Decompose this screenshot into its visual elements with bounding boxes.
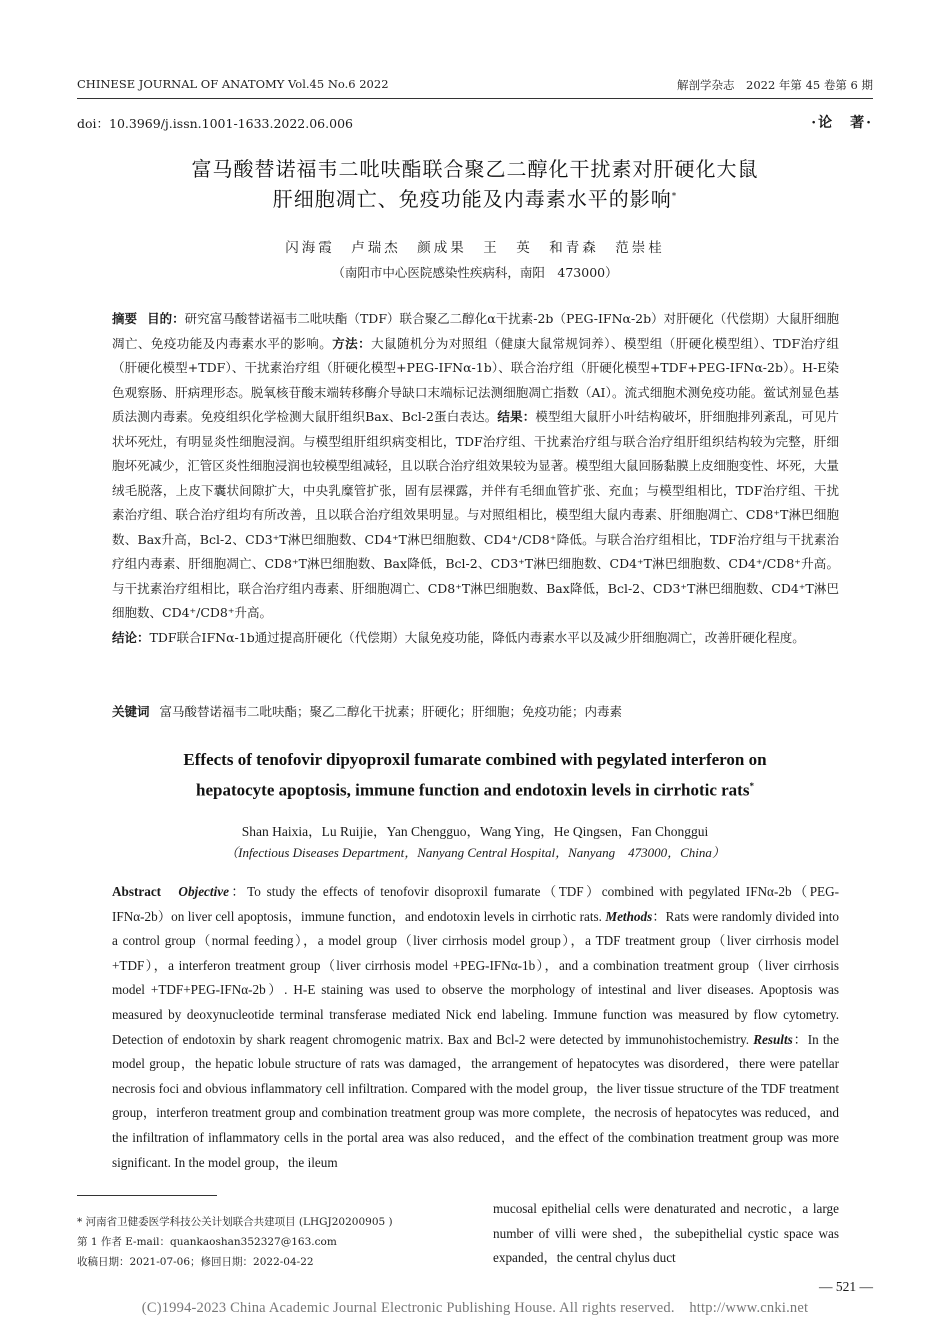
abstract-en-label: Abstract: [112, 884, 162, 899]
keywords-cn-text: 富马酸替诺福韦二吡呋酯；聚乙二醇化干扰素；肝硬化；肝细胞；免疫功能；内毒素: [159, 704, 623, 719]
objective-cn: 研究富马酸替诺福韦二吡呋酯（TDF）联合聚乙二醇化α干扰素-2b（PEG-IFNα-2b）对肝硬化（代偿期）大鼠肝细胞凋亡、免疫功能及内毒素水平的影响。: [112, 311, 839, 351]
title-footnote-mark: *: [671, 191, 678, 202]
methods-label-cn: 方法：: [332, 335, 372, 351]
title-cn-line1: 富马酸替诺福韦二吡呋酯联合聚乙二醇化干扰素对肝硬化大鼠: [191, 157, 759, 181]
section-label: ·论 著·: [811, 115, 873, 131]
abstract-en: [112, 880, 839, 1175]
authors-en: Shan Haixia，Lu Ruijie，Yan Chengguo，Wang Ying，He Qingsen，Fan Chonggui: [241, 824, 709, 839]
footnote-dates: 收稿日期：2021-07-06；修回日期：2022-04-22: [77, 1256, 314, 1268]
affiliation-en: （Infectious Diseases Department，Nanyang Central Hospital，Nanyang 473000，China）: [225, 845, 725, 860]
title-cn-line2: 肝细胞凋亡、免疫功能及内毒素水平的影响*: [272, 187, 678, 211]
authors-cn: 闪海霞 卢瑞杰 颜成果 王 英 和青森 范崇桂: [285, 240, 665, 256]
results-label-cn: 结果：: [497, 409, 536, 424]
results-label-en: Results: [753, 1031, 793, 1047]
title-en-footnote-mark: *: [749, 781, 754, 791]
header-rule: [77, 98, 873, 99]
results-en: ：In the model group，the hepatic lobule structure of rats was damaged，the arrangement of hepatocytes was disordered，there were patellar necrosis foci and obvious inflammatory cell infiltration. Compared with the model group，the liver tissue structure of the TDF treatment group，interferon treatment group and combination treatment group was more complete，the necrosis of hepatocytes was reduced，and the infiltration of inflammatory cells in the portal area was also reduced，and the effect of the combination treatment group was more significant. In the model group，the ileum: [112, 1031, 839, 1170]
abstract-cn-label: 摘要: [112, 311, 138, 326]
conclusion-cn: TDF联合IFNα-1b通过提高肝硬化（代偿期）大鼠免疫功能，降低内毒素水平以及减少肝细胞凋亡，改善肝硬化程度。: [149, 629, 805, 645]
abstract-cn: [112, 307, 839, 650]
keywords-cn: [112, 700, 839, 725]
page-number: — 521 —: [819, 1279, 873, 1294]
objective-label-en: Objective: [178, 884, 229, 899]
keywords-cn-label: 关键词: [112, 704, 150, 719]
methods-en: ：Rats were randomly divided into a control group（normal feeding），a model group（liver cirrhosis model group），a TDF treatment group（liver cirrhosis model +TDF），a interferon treatment group（liver cirrhosis model +PEG-IFNα-1b），and a combination treatment group（liver cirrhosis model +TDF+PEG-IFNα-2b）. H-E staining was used to observe the morphology of intestinal and liver diseases. Apoptosis was measured by deoxynucleotide terminal transferase mediated Nick end labeling. Immune function was measured by flow cytometry. Detection of endotoxin by shark reagent chromogenic matrix. Bax and Bcl-2 were detected by immunohistochemistry.: [112, 908, 840, 1047]
affiliation-cn: （南阳市中心医院感染性疾病科，南阳 473000）: [332, 265, 618, 280]
doi: doi：10.3969/j.issn.1001-1633.2022.06.006: [77, 116, 353, 131]
objective-label-cn: 目的：: [147, 311, 185, 326]
methods-cn: 大鼠随机分为对照组（健康大鼠常规饲养）、模型组（肝硬化模型组）、TDF治疗组（肝硬化模型+TDF）、干扰素治疗组（肝硬化模型+PEG-IFNα-1b）、联合治疗组（肝硬化模型+TDF+PEG-IFNα-2b）。H-E染色观察肠、肝病理形态。脱氧核苷酸末端转移酶介导缺口末端标记法测细胞凋亡指数（AI）。流式细胞术测免疫功能。鲎试剂显色基质法测内毒素。免疫组织化学检测大鼠肝组织Bax、Bcl-2蛋白表达。: [112, 335, 839, 424]
footnote-fund: * 河南省卫健委医学科技公关计划联合共建项目 (LHGJ20200905 ): [77, 1216, 393, 1228]
journal-name-en: CHINESE JOURNAL OF ANATOMY Vol.45 No.6 2022: [77, 77, 389, 91]
conclusion-label-cn: 结论：: [112, 629, 150, 645]
results-cn: 模型组大鼠肝小叶结构破坏，肝细胞排列紊乱，可见片状坏死灶，有明显炎性细胞浸润。与模型组肝组织病变相比，TDF治疗组、干扰素治疗组与联合治疗组肝组织结构较为完整，肝细胞坏死减少，汇管区炎性细胞浸润也较模型组减轻，且以联合治疗组效果较为显著。模型组大鼠回肠黏膜上皮细胞变性、坏死，大量绒毛脱落，上皮下囊状间隙扩大，中央乳糜管扩张，固有层裸露，并伴有毛细血管扩张、充血；与模型组相比，TDF治疗组、干扰素治疗组、联合治疗组均有所改善，且以联合治疗组效果明显。与对照组相比，模型组大鼠内毒素、肝细胞凋亡、CD8⁺T淋巴细胞数、Bax升高，Bcl-2、CD3⁺T淋巴细胞数、CD4⁺T淋巴细胞数、CD4⁺/CD8⁺降低。与联合治疗组相比，TDF治疗组与干扰素治疗组内毒素、肝细胞凋亡、CD8⁺T淋巴细胞数、Bax降低，Bcl-2、CD3⁺T淋巴细胞数、CD4⁺T淋巴细胞数、CD4⁺/CD8⁺升高。与干扰素治疗组相比，联合治疗组内毒素、肝细胞凋亡、CD8⁺T淋巴细胞数、Bax降低，Bcl-2、CD3⁺T淋巴细胞数、CD4⁺T淋巴细胞数、CD4⁺/CD8⁺升高。: [112, 409, 839, 620]
methods-label-en: Methods: [605, 908, 653, 924]
footnote-rule: [77, 1195, 217, 1196]
journal-name-cn: 解剖学杂志 2022 年第 45 卷第 6 期: [677, 78, 873, 92]
footnote-author-email: 第 1 作者 E-mail：quankaoshan352327@163.com: [77, 1236, 337, 1248]
objective-en: ：To study the effects of tenofovir disoproxil fumarate（TDF）combined with pegylated IFNα-2b（PEG-IFNα-2b）on liver cell apoptosis，immune function，and endotoxin levels in cirrhotic rats.: [112, 884, 839, 924]
abstract-en-continuation: mucosal epithelial cells were denaturated and necrotic，a large number of villi were shed，the subepithelial cystic space was expanded，the central chylus duct: [493, 1201, 839, 1266]
cnki-copyright-watermark: (C)1994-2023 China Academic Journal Electronic Publishing House. All rights reserved. http://www.cnki.net: [141, 1300, 809, 1316]
title-en-line2: hepatocyte apoptosis, immune function and endotoxin levels in cirrhotic rats*: [196, 780, 754, 800]
title-en-line1: Effects of tenofovir dipyoproxil fumarate combined with pegylated interferon on: [183, 750, 767, 769]
